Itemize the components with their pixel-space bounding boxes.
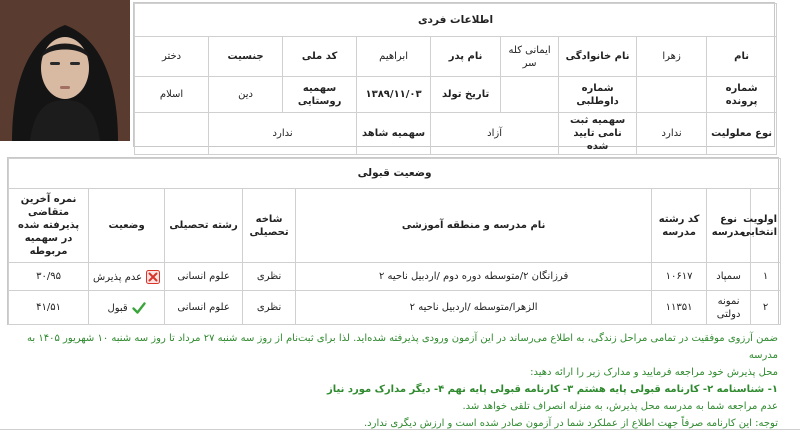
admission-notes: [10, 330, 778, 432]
result-text: عدم پذیرش: [93, 271, 143, 283]
applicant-number-label: شماره داوطلبی: [559, 77, 637, 113]
student-avatar-icon: [0, 0, 130, 141]
col-school-code: کد رشته مدرسه: [652, 189, 707, 263]
birth-date-label: تاریخ تولد: [431, 77, 501, 113]
row-school-name: الزهرا/متوسطه /اردبیل ناحیه ۲: [296, 291, 652, 325]
name-label: نام: [707, 37, 777, 77]
col-branch: شاخه تحصیلی: [243, 189, 296, 263]
note-line-1: ضمن آرزوی موفقیت در تمامی مراحل زندگی، به اطلاع می‌رساند در این آزمون ورودی پذیرفته شده‌اید. لذا برای ثبت‌نام از روز سه شنبه ۲۷ مرداد تا روز سه شنبه ۱۰ شهریور ۱۴۰۵ به مدرسه: [27, 333, 778, 361]
reject-x-icon: [146, 270, 160, 284]
bottom-divider: [0, 429, 800, 430]
personal-info-title: اطلاعات فردی: [135, 4, 777, 37]
row-school-code: ۱۱۳۵۱: [652, 291, 707, 325]
row-field: علوم انسانی: [165, 291, 243, 325]
personal-info-card: [133, 2, 775, 152]
martyr-quota-value: ندارد: [209, 113, 357, 155]
table-row: [9, 291, 781, 325]
row-last-grade: ۳۰/۹۵: [9, 263, 89, 291]
row-field: علوم انسانی: [165, 263, 243, 291]
disability-value: ندارد: [637, 113, 707, 155]
row-priority: ۲: [751, 291, 781, 325]
row-result: [89, 291, 165, 325]
file-number-value: [637, 77, 707, 113]
row-school-code: ۱۰۶۱۷: [652, 263, 707, 291]
row-school-type: سمپاد: [707, 263, 751, 291]
admission-status-title: وضعیت قبولی: [9, 159, 781, 189]
result-text: قبول: [107, 302, 128, 314]
religion-value: اسلام: [135, 77, 209, 113]
personal-info-table: [134, 3, 777, 155]
note-line-5: توجه: این کارنامه صرفاً جهت اطلاع از عملکرد شما در آزمون صادر شده است و ارزش دیگری ندارد.: [363, 418, 778, 429]
file-number-label: شماره پرونده: [707, 77, 777, 113]
name-value: زهرا: [637, 37, 707, 77]
row-priority: ۱: [751, 263, 781, 291]
quota-confirm-label: سهمیه ثبت نامی تایید شده: [559, 113, 637, 155]
gender-value: دختر: [135, 37, 209, 77]
father-value: ابراهیم: [357, 37, 431, 77]
disability-label: نوع معلولیت: [707, 113, 777, 155]
row-last-grade: ۴۱/۵۱: [9, 291, 89, 325]
empty-cell: [135, 113, 209, 155]
family-value: ایمانی کله سر: [501, 37, 559, 77]
row-branch: نظری: [243, 291, 296, 325]
col-priority: اولویت انتخابی: [751, 189, 781, 263]
religion-label: دین: [209, 77, 283, 113]
family-label: نام خانوادگی: [559, 37, 637, 77]
col-result: وضعیت: [89, 189, 165, 263]
gender-label: جنسیت: [209, 37, 283, 77]
applicant-number-value: [501, 77, 559, 113]
quota-value: سهمیه روستایی: [283, 77, 357, 113]
birth-date-value: ۱۳۸۹/۱۱/۰۳: [357, 77, 431, 113]
father-label: نام پدر: [431, 37, 501, 77]
quota-confirm-value: آزاد: [431, 113, 559, 155]
row-school-type: نمونه دولتی: [707, 291, 751, 325]
note-line-4: عدم مراجعه شما به مدرسه محل پذیرش، به منزله انصراف تلقی خواهد شد.: [462, 401, 778, 412]
col-field: رشته تحصیلی: [165, 189, 243, 263]
table-row: [9, 263, 781, 291]
national-code-label: کد ملی: [283, 37, 357, 77]
row-school-name: فرزانگان ۲/متوسطه دوره دوم /اردبیل ناحیه ۲: [296, 263, 652, 291]
row-result: [89, 263, 165, 291]
col-school-name: نام مدرسه و منطقه آموزشی: [296, 189, 652, 263]
admission-status-table: [8, 158, 781, 325]
martyr-quota-label: سهمیه شاهد: [357, 113, 431, 155]
accept-check-icon: [132, 301, 146, 315]
student-photo: [0, 0, 130, 141]
row-branch: نظری: [243, 263, 296, 291]
col-school-type: نوع مدرسه: [707, 189, 751, 263]
col-last-grade: نمره آخرین متقاضی پذیرفته شده در سهمیه مربوطه: [9, 189, 89, 263]
admission-status-card: [7, 157, 779, 325]
note-line-2: محل پذیرش خود مراجعه فرمایید و مدارک زیر را ارائه دهید:: [530, 367, 778, 378]
note-line-3: ۱- شناسنامه ۲- کارنامه قبولی پایه هشتم ۳- کارنامه قبولی پایه نهم ۴- دیگر مدارک مورد نیاز: [327, 384, 778, 395]
